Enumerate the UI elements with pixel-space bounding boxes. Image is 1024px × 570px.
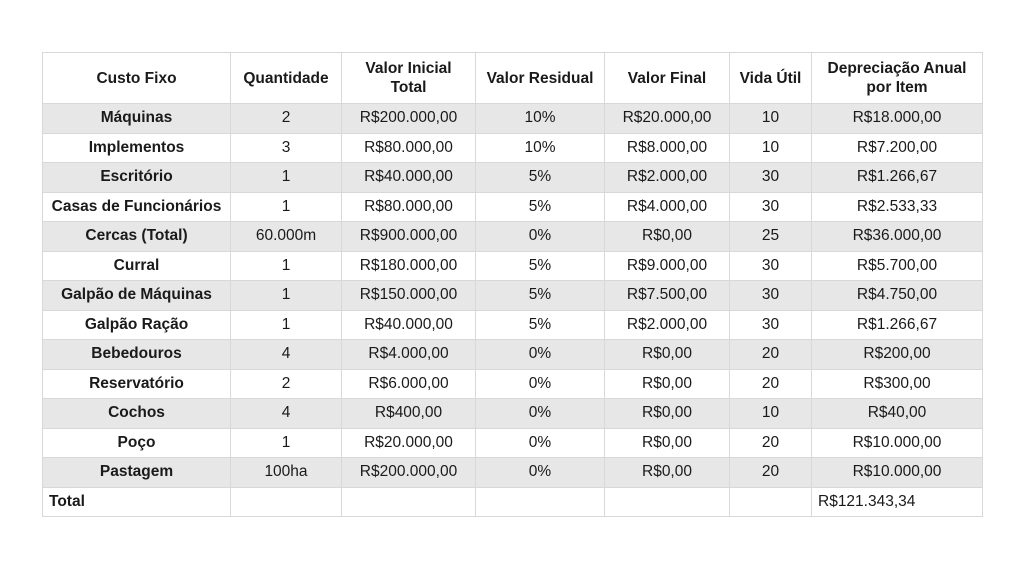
total-empty-cell <box>605 487 730 516</box>
table-row <box>43 428 983 458</box>
cell-valor-final: R$4.000,00 <box>605 192 730 222</box>
cell-vida-util: 30 <box>730 310 812 340</box>
cell-vida-util: 20 <box>730 340 812 370</box>
cell-depreciacao: R$7.200,00 <box>812 133 983 163</box>
cell-item: Casas de Funcionários <box>43 192 231 222</box>
cell-vida-util: 30 <box>730 192 812 222</box>
table-row <box>43 281 983 311</box>
cell-valor-inicial: R$150.000,00 <box>342 281 476 311</box>
cell-vida-util: 30 <box>730 251 812 281</box>
cell-valor-inicial: R$40.000,00 <box>342 310 476 340</box>
header-vida-util: Vida Útil <box>730 53 812 104</box>
cell-valor-inicial: R$20.000,00 <box>342 428 476 458</box>
cell-valor-final: R$8.000,00 <box>605 133 730 163</box>
table-row <box>43 458 983 488</box>
table-row <box>43 163 983 193</box>
cell-valor-final: R$0,00 <box>605 222 730 252</box>
cell-quantidade: 1 <box>231 192 342 222</box>
cell-item: Cochos <box>43 399 231 429</box>
cell-valor-inicial: R$80.000,00 <box>342 192 476 222</box>
cell-item: Curral <box>43 251 231 281</box>
cell-quantidade: 4 <box>231 340 342 370</box>
cell-residual: 5% <box>476 281 605 311</box>
cell-residual: 5% <box>476 192 605 222</box>
cell-quantidade: 100ha <box>231 458 342 488</box>
cell-valor-final: R$9.000,00 <box>605 251 730 281</box>
cell-valor-final: R$0,00 <box>605 428 730 458</box>
cell-depreciacao: R$4.750,00 <box>812 281 983 311</box>
cell-valor-final: R$0,00 <box>605 369 730 399</box>
cell-vida-util: 30 <box>730 281 812 311</box>
table-row <box>43 104 983 134</box>
cell-vida-util: 10 <box>730 133 812 163</box>
cell-depreciacao: R$10.000,00 <box>812 428 983 458</box>
cell-valor-inicial: R$80.000,00 <box>342 133 476 163</box>
cell-item: Bebedouros <box>43 340 231 370</box>
total-empty-cell <box>342 487 476 516</box>
cell-residual: 0% <box>476 222 605 252</box>
cell-depreciacao: R$36.000,00 <box>812 222 983 252</box>
cell-vida-util: 10 <box>730 399 812 429</box>
cell-residual: 0% <box>476 369 605 399</box>
cell-valor-final: R$20.000,00 <box>605 104 730 134</box>
cell-item: Pastagem <box>43 458 231 488</box>
cell-valor-final: R$0,00 <box>605 399 730 429</box>
cell-valor-inicial: R$400,00 <box>342 399 476 429</box>
cell-quantidade: 1 <box>231 281 342 311</box>
total-empty-cell <box>730 487 812 516</box>
cell-quantidade: 2 <box>231 369 342 399</box>
cell-quantidade: 3 <box>231 133 342 163</box>
cell-residual: 0% <box>476 399 605 429</box>
cell-quantidade: 4 <box>231 399 342 429</box>
total-empty-cell <box>476 487 605 516</box>
cell-residual: 5% <box>476 163 605 193</box>
cell-depreciacao: R$1.266,67 <box>812 163 983 193</box>
cell-vida-util: 20 <box>730 369 812 399</box>
cell-valor-final: R$0,00 <box>605 340 730 370</box>
table-body <box>43 104 983 517</box>
cell-valor-inicial: R$200.000,00 <box>342 104 476 134</box>
cell-quantidade: 1 <box>231 251 342 281</box>
cell-item: Poço <box>43 428 231 458</box>
cell-vida-util: 25 <box>730 222 812 252</box>
cell-residual: 5% <box>476 310 605 340</box>
cell-valor-inicial: R$40.000,00 <box>342 163 476 193</box>
cell-valor-final: R$2.000,00 <box>605 163 730 193</box>
cell-valor-final: R$0,00 <box>605 458 730 488</box>
header-valor-residual: Valor Residual <box>476 53 605 104</box>
cell-item: Reservatório <box>43 369 231 399</box>
table-row <box>43 369 983 399</box>
table-row <box>43 251 983 281</box>
total-empty-cell <box>231 487 342 516</box>
cell-quantidade: 1 <box>231 310 342 340</box>
cell-depreciacao: R$5.700,00 <box>812 251 983 281</box>
header-row <box>43 53 983 104</box>
cell-residual: 0% <box>476 428 605 458</box>
cell-valor-inicial: R$4.000,00 <box>342 340 476 370</box>
cell-item: Galpão Ração <box>43 310 231 340</box>
cell-vida-util: 20 <box>730 428 812 458</box>
cell-residual: 10% <box>476 104 605 134</box>
cell-valor-inicial: R$6.000,00 <box>342 369 476 399</box>
cell-quantidade: 2 <box>231 104 342 134</box>
total-depreciacao: R$121.343,34 <box>812 487 983 516</box>
cell-item: Implementos <box>43 133 231 163</box>
header-depreciacao-anual: Depreciação Anual por Item <box>812 53 983 104</box>
cell-depreciacao: R$40,00 <box>812 399 983 429</box>
cell-valor-inicial: R$180.000,00 <box>342 251 476 281</box>
cell-valor-final: R$2.000,00 <box>605 310 730 340</box>
table-row <box>43 222 983 252</box>
cell-residual: 10% <box>476 133 605 163</box>
table-row <box>43 399 983 429</box>
total-row <box>43 487 983 516</box>
cell-quantidade: 1 <box>231 163 342 193</box>
header-quantidade: Quantidade <box>231 53 342 104</box>
cell-quantidade: 60.000m <box>231 222 342 252</box>
cell-depreciacao: R$10.000,00 <box>812 458 983 488</box>
cell-item: Cercas (Total) <box>43 222 231 252</box>
header-valor-final: Valor Final <box>605 53 730 104</box>
header-custo-fixo: Custo Fixo <box>43 53 231 104</box>
cell-depreciacao: R$2.533,33 <box>812 192 983 222</box>
cell-depreciacao: R$18.000,00 <box>812 104 983 134</box>
cell-item: Máquinas <box>43 104 231 134</box>
table-row <box>43 133 983 163</box>
cell-vida-util: 10 <box>730 104 812 134</box>
cell-item: Escritório <box>43 163 231 193</box>
table-row <box>43 340 983 370</box>
cell-valor-final: R$7.500,00 <box>605 281 730 311</box>
cell-residual: 0% <box>476 458 605 488</box>
table-header <box>43 53 983 104</box>
cell-valor-inicial: R$200.000,00 <box>342 458 476 488</box>
cell-residual: 0% <box>476 340 605 370</box>
table-row <box>43 310 983 340</box>
cell-quantidade: 1 <box>231 428 342 458</box>
cell-depreciacao: R$200,00 <box>812 340 983 370</box>
depreciation-table <box>42 52 983 517</box>
cell-residual: 5% <box>476 251 605 281</box>
cell-vida-util: 20 <box>730 458 812 488</box>
cell-depreciacao: R$300,00 <box>812 369 983 399</box>
cell-item: Galpão de Máquinas <box>43 281 231 311</box>
cell-vida-util: 30 <box>730 163 812 193</box>
table-row <box>43 192 983 222</box>
cell-valor-inicial: R$900.000,00 <box>342 222 476 252</box>
cell-depreciacao: R$1.266,67 <box>812 310 983 340</box>
total-label: Total <box>43 487 231 516</box>
header-valor-inicial-total: Valor Inicial Total <box>342 53 476 104</box>
depreciation-table-container <box>42 52 982 517</box>
